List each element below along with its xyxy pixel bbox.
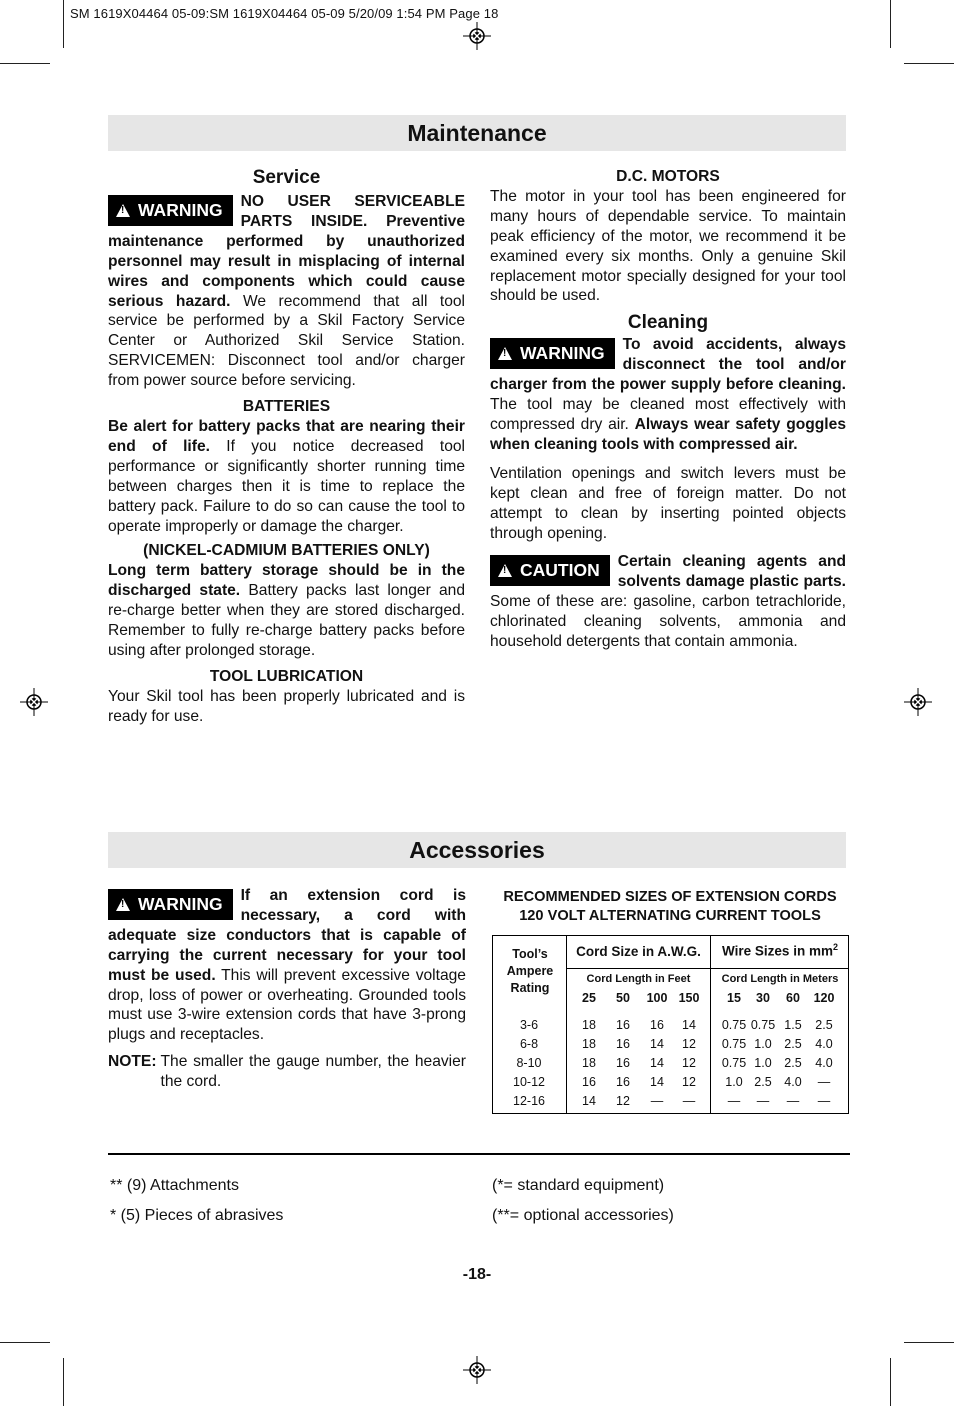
- note-label: NOTE:: [108, 1053, 157, 1071]
- lubrication-paragraph: Your Skil tool has been properly lubricated and is ready for use.: [108, 687, 465, 725]
- awg-cell: 12: [682, 1037, 696, 1051]
- awg-cell: 12: [682, 1075, 696, 1089]
- footer-note: ** (9) Attachments: [110, 1177, 239, 1194]
- awg-cell: 16: [616, 1037, 630, 1051]
- ampere-rating-cell: 12-16: [513, 1094, 545, 1108]
- registration-mark-icon: [20, 688, 48, 716]
- awg-cell: —: [650, 1094, 664, 1108]
- awg-cell: 18: [582, 1056, 596, 1070]
- meters-column-header: 15: [727, 991, 741, 1005]
- footer-note: (*= standard equipment): [492, 1177, 665, 1194]
- maintenance-banner: Maintenance: [108, 115, 846, 151]
- extension-cord-table: [492, 935, 849, 1114]
- awg-cell: 14: [682, 1018, 696, 1032]
- awg-cell: 14: [650, 1037, 664, 1051]
- note-text: The smaller the gauge number, the heavier the cord.: [160, 1053, 466, 1091]
- cleaning-paragraph: [490, 335, 846, 454]
- mm-cell: —: [817, 1094, 831, 1108]
- awg-cell: 18: [582, 1037, 596, 1051]
- caution-text: Some of these are: gasoline, carbon tetrachloride, chlorinated cleaning solvents, ammonia and household detergents that contain ammonia.: [490, 593, 846, 651]
- warning-triangle-icon: [116, 204, 130, 217]
- mm-cell: 2.5: [784, 1056, 802, 1070]
- crop-mark: [0, 1342, 50, 1343]
- batteries-paragraph: [108, 417, 465, 536]
- mm-cell: —: [727, 1094, 741, 1108]
- caution-bold-text: Certain cleaning agents and solvents damage plastic parts.: [617, 553, 846, 591]
- feet-column-header: 100: [646, 991, 668, 1005]
- feet-column-header: 150: [678, 991, 700, 1005]
- maintenance-right-column: [490, 167, 846, 652]
- warning-label: WARNING: [520, 343, 605, 364]
- mm-cell: 1.5: [784, 1018, 802, 1032]
- awg-cell: 16: [616, 1018, 630, 1032]
- meters-column-header: 30: [756, 991, 770, 1005]
- warning-triangle-icon: [116, 898, 130, 911]
- warning-badge: [108, 195, 233, 226]
- batteries-bold-text: Be alert for battery packs that are nearing their end of life.: [108, 417, 465, 455]
- crop-mark: [890, 1358, 891, 1406]
- awg-cell: 14: [650, 1075, 664, 1089]
- mm-cell: 2.5: [754, 1075, 772, 1089]
- mm-header: [711, 942, 849, 959]
- lubrication-heading: TOOL LUBRICATION: [209, 667, 364, 685]
- warning-triangle-icon: [498, 347, 512, 360]
- meters-column-header: 120: [813, 991, 835, 1005]
- cleaning-heading: Cleaning: [627, 312, 709, 334]
- extension-cord-paragraph: [108, 886, 466, 1045]
- table-divider: [566, 968, 848, 969]
- crop-mark: [904, 1342, 954, 1343]
- service-heading: Service: [252, 167, 321, 188]
- awg-cell: 16: [616, 1075, 630, 1089]
- dc-motors-heading: D.C. MOTORS: [616, 168, 720, 185]
- cleaning-goggles-text: Always wear safety goggles when cleaning tools with compressed air.: [490, 415, 846, 453]
- table-title-line: RECOMMENDED SIZES OF EXTENSION CORDS: [503, 889, 837, 905]
- registration-mark-icon: [463, 1356, 491, 1384]
- awg-cell: 16: [616, 1056, 630, 1070]
- ampere-rating-cell: 10-12: [513, 1075, 545, 1089]
- meters-header: Cord Length in Meters: [721, 973, 839, 985]
- dc-motors-paragraph: The motor in your tool has been engineered for many hours of dependable service. To maintain peak efficiency of the motor, we recommend it be examined every six months. Only a genuine Skil replacement motor specially designed for your tool should be used.: [490, 187, 846, 305]
- nicad-bold-text: Long term battery storage should be in the discharged state.: [108, 562, 465, 600]
- table-divider: [566, 936, 567, 1113]
- cleaning-text: The tool may be cleaned most effectively with compressed dry air.: [490, 396, 846, 433]
- footer-rule: [108, 1153, 850, 1155]
- awg-cell: 18: [582, 1018, 596, 1032]
- warning-badge: [108, 889, 233, 920]
- crop-mark: [904, 63, 954, 64]
- feet-column-header: 50: [616, 991, 630, 1005]
- warning-badge: [490, 338, 615, 369]
- mm-cell: 1.0: [754, 1037, 772, 1051]
- nicad-heading: (NICKEL-CADMIUM BATTERIES ONLY): [143, 542, 430, 560]
- registration-mark-icon: [904, 688, 932, 716]
- mm-cell: —: [756, 1094, 770, 1108]
- crop-mark: [63, 0, 64, 48]
- service-text: We recommend that all tool service be performed by a Skil Factory Service Center or Authorized Skil Service Station. SERVICEMEN: Disconnect tool and/or charger from power source before servicing.: [108, 292, 465, 390]
- caution-paragraph: [490, 552, 846, 652]
- awg-cell: —: [682, 1094, 696, 1108]
- awg-cell: 16: [650, 1018, 664, 1032]
- batteries-heading: BATTERIES: [242, 398, 331, 416]
- registration-mark-icon: [463, 22, 491, 50]
- nicad-text: Battery packs last longer and re-charge better when they are stored discharged. Remember to fully re-charge battery packs before using after prolonged storage.: [108, 582, 465, 659]
- extension-cord-warning-text: If an extension cord is necessary, a cord with adequate size conductors that is capable of carrying the current necessary for your tool must be used.: [108, 887, 466, 984]
- mm-cell: 0.75: [750, 1018, 776, 1032]
- meters-column-header: 60: [786, 991, 800, 1005]
- crop-mark: [0, 63, 50, 64]
- maintenance-left-column: [108, 166, 465, 727]
- ventilation-paragraph: Ventilation openings and switch levers must be kept clean and free of foreign matter. Do not attempt to clean by inserting pointed objects through opening.: [490, 464, 846, 542]
- awg-cell: 14: [650, 1056, 664, 1070]
- page-number: -18-: [462, 1266, 492, 1283]
- ampere-rating-cell: 3-6: [519, 1018, 539, 1032]
- mm-cell: 0.75: [721, 1056, 747, 1070]
- mm-cell: 0.75: [721, 1018, 747, 1032]
- ampere-rating-cell: 8-10: [516, 1056, 542, 1070]
- service-paragraph: [108, 192, 465, 391]
- feet-column-header: 25: [582, 991, 596, 1005]
- awg-header: Cord Size in A.W.G.: [576, 944, 701, 959]
- mm-header-sup: 2: [832, 942, 838, 952]
- warning-triangle-icon: [498, 564, 512, 577]
- ampere-rating-header: Tool’s Ampere Rating: [506, 947, 554, 995]
- mm-cell: 4.0: [784, 1075, 802, 1089]
- service-warning-text: NO USER SERVICEABLE PARTS INSIDE. Preventive maintenance performed by unauthorized personnel may result in misplacing of internal wires and components which could cause serious hazard.: [108, 193, 465, 310]
- extension-cord-text: This will prevent excessive voltage drop, loss of power or overheating. Grounded tools must use 3-wire extension cords that have 3-prong plugs and receptacles.: [108, 966, 466, 1044]
- footer-note: * (5) Pieces of abrasives: [110, 1207, 284, 1224]
- note-block: [108, 1052, 466, 1092]
- accessories-banner: Accessories: [108, 832, 846, 868]
- caution-badge: [490, 555, 610, 586]
- nicad-paragraph: [108, 561, 465, 661]
- feet-header: Cord Length in Feet: [586, 973, 691, 985]
- mm-cell: —: [817, 1075, 831, 1089]
- caution-label: CAUTION: [520, 560, 600, 581]
- mm-cell: 1.0: [754, 1056, 772, 1070]
- cleaning-warning-text: To avoid accidents, always disconnect the tool and/or charger from the power supply before cleaning.: [490, 336, 846, 394]
- batteries-text: If you notice decreased tool performance or significantly shorter running time between charges then it is time to replace the battery pack. Failure to do so can cause the tool to operate improperly or damage the charger.: [108, 437, 466, 535]
- mm-header-text: Wire Sizes in mm: [722, 943, 833, 959]
- awg-cell: 12: [682, 1056, 696, 1070]
- table-title-line: 120 VOLT ALTERNATING CURRENT TOOLS: [519, 908, 821, 924]
- mm-cell: 2.5: [815, 1018, 833, 1032]
- mm-cell: 0.75: [721, 1037, 747, 1051]
- crop-mark: [890, 0, 891, 48]
- footer-note: (**= optional accessories): [492, 1207, 674, 1224]
- table-divider: [710, 936, 711, 1113]
- awg-cell: 14: [582, 1094, 596, 1108]
- mm-cell: 4.0: [815, 1037, 833, 1051]
- print-slug: SM 1619X04464 05-09:SM 1619X04464 05-09 5/20/09 1:54 PM Page 18: [70, 6, 499, 21]
- ampere-rating-cell: 6-8: [519, 1037, 539, 1051]
- warning-label: WARNING: [138, 894, 223, 914]
- awg-cell: 16: [582, 1075, 596, 1089]
- extension-cord-table-title: [492, 888, 848, 926]
- mm-cell: 1.0: [725, 1075, 743, 1089]
- crop-mark: [63, 1358, 64, 1406]
- warning-label: WARNING: [138, 200, 223, 220]
- mm-cell: —: [786, 1094, 800, 1108]
- mm-cell: 4.0: [815, 1056, 833, 1070]
- mm-cell: 2.5: [784, 1037, 802, 1051]
- accessories-left-column: [108, 886, 466, 1092]
- awg-cell: 12: [616, 1094, 630, 1108]
